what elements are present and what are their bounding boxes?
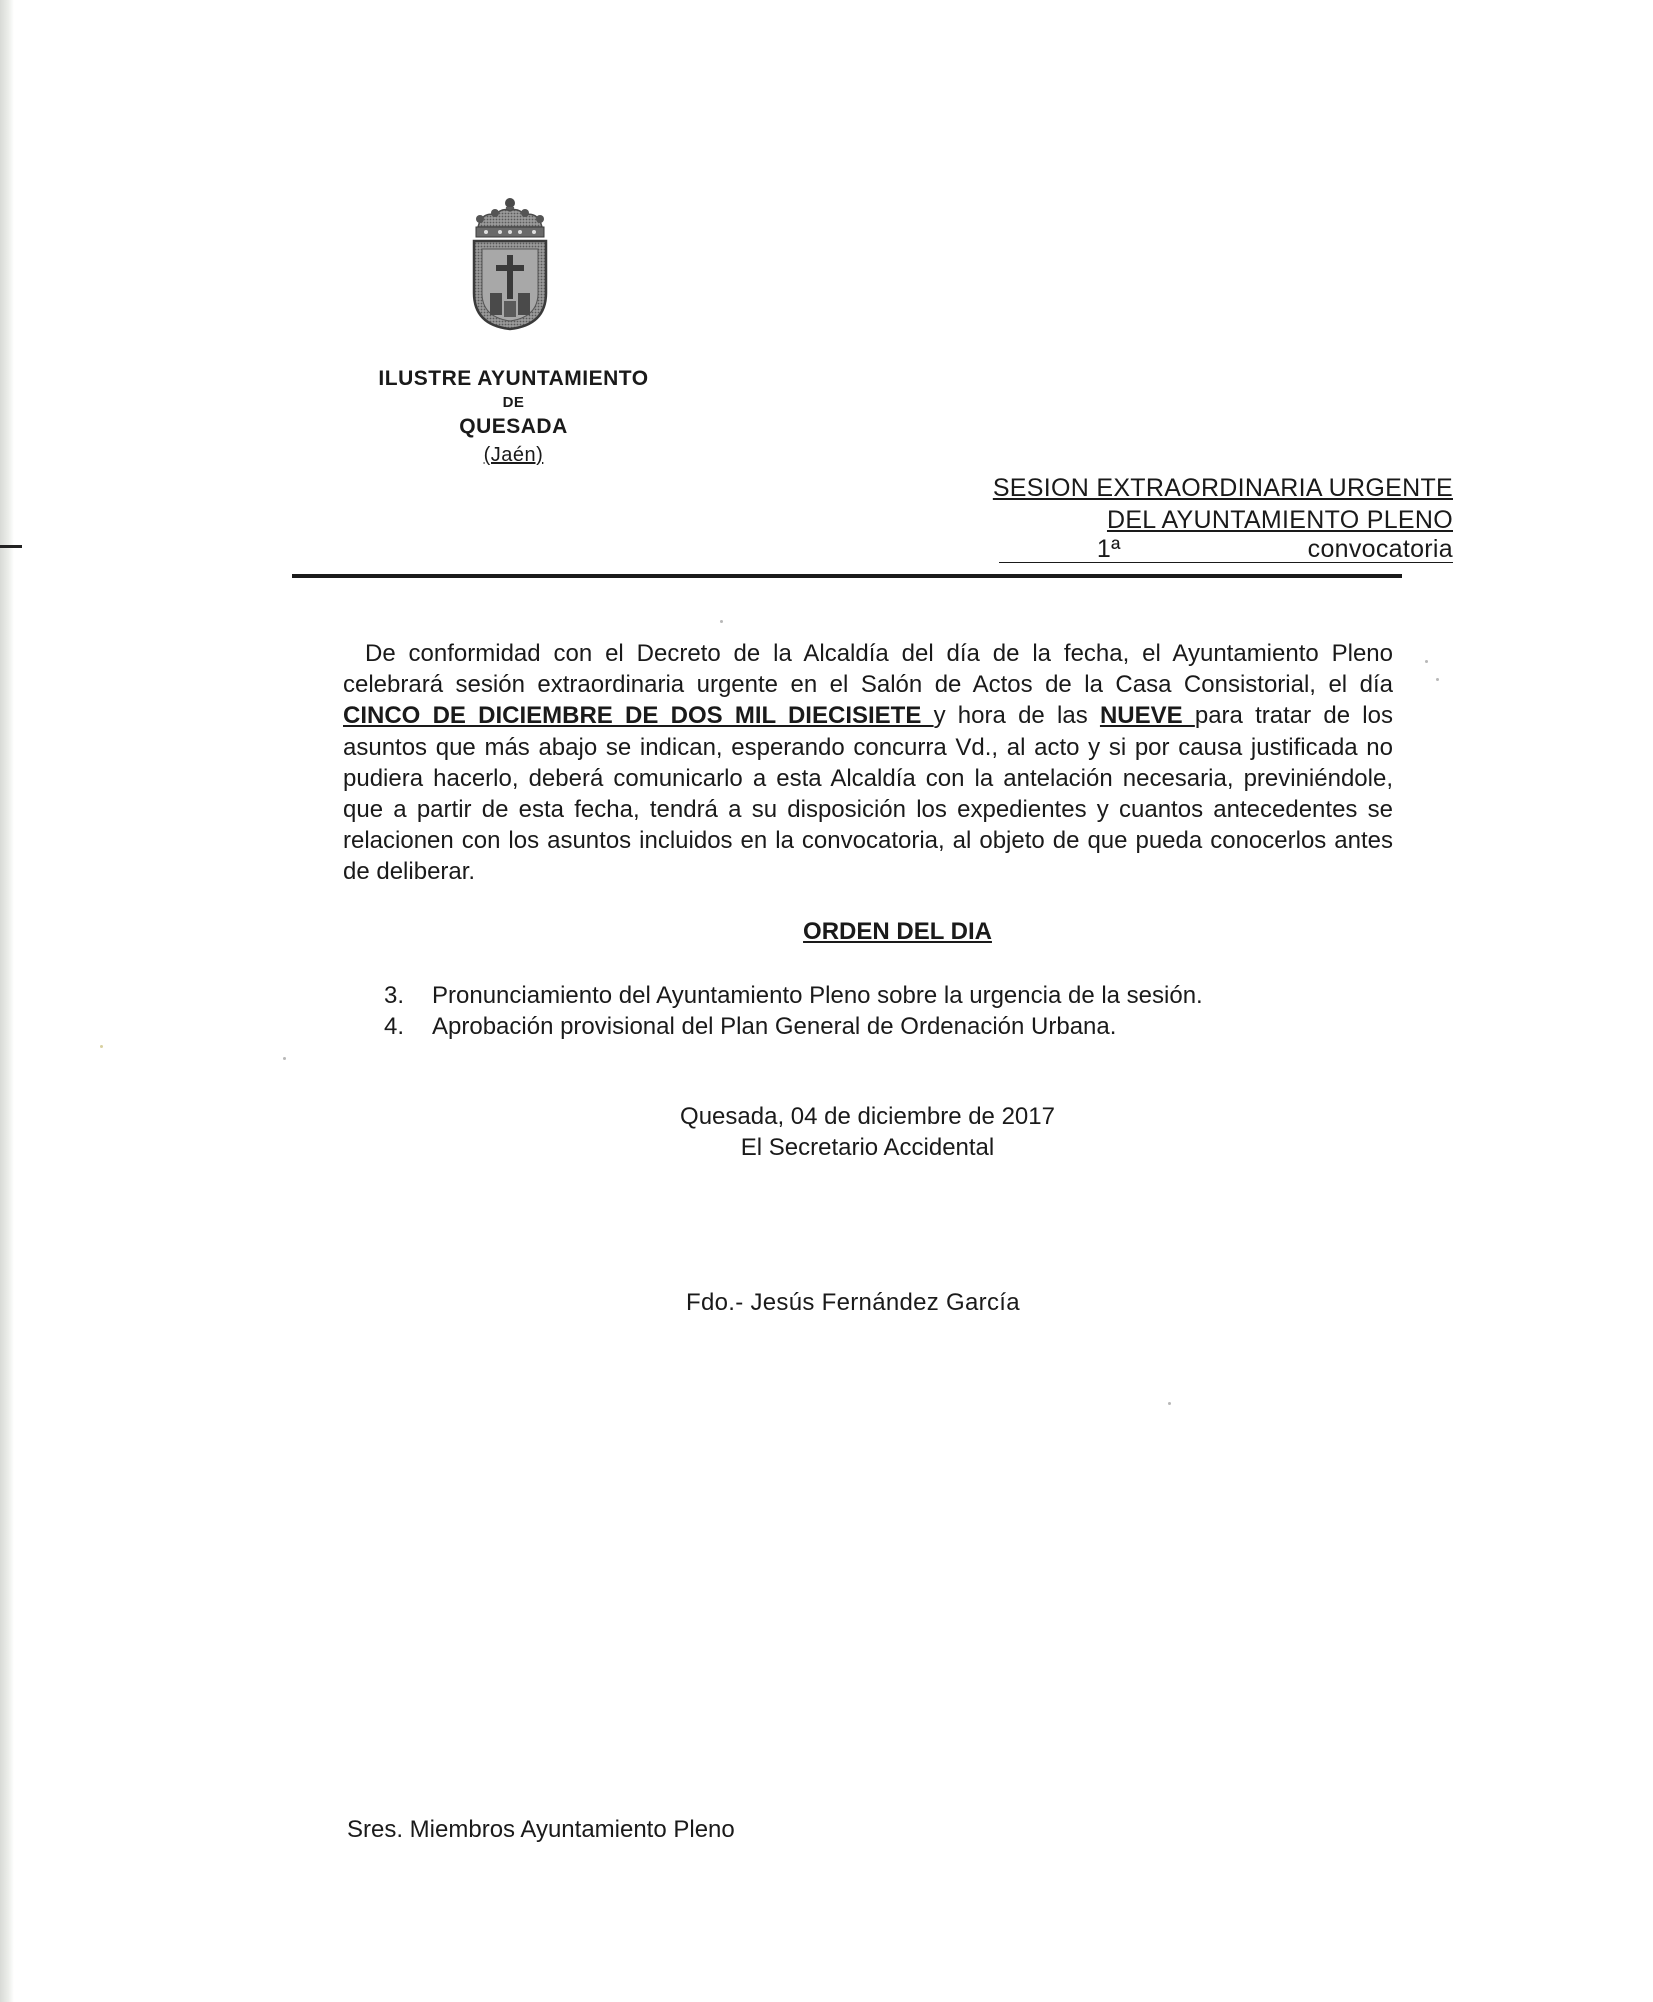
agenda-title: ORDEN DEL DIA <box>803 918 992 945</box>
scan-speck <box>1425 660 1428 663</box>
letterhead <box>336 365 691 469</box>
agenda-item <box>384 1011 1203 1042</box>
body-part2: y hora de las <box>933 702 1100 730</box>
scan-speck <box>720 620 723 623</box>
convocatoria-ordinal: 1ª <box>1096 535 1121 563</box>
scan-mark <box>0 545 22 548</box>
session-line1: SESION EXTRAORDINARIA URGENTE <box>992 474 1453 502</box>
place-date: Quesada, 04 de diciembre de 2017 <box>680 1103 1055 1130</box>
signature-line: Fdo.- Jesús Fernández García <box>686 1289 1020 1316</box>
recipients: Sres. Miembros Ayuntamiento Pleno <box>347 1816 735 1843</box>
session-heading <box>993 472 1453 563</box>
scan-speck <box>100 1045 103 1048</box>
agenda-item-text: Aprobación provisional del Plan General de Ordenación Urbana. <box>432 1013 1117 1040</box>
agenda-item-number: 4. <box>384 1013 405 1040</box>
scan-speck <box>1436 678 1439 681</box>
place-date-block <box>600 1101 1135 1163</box>
session-hour: NUEVE <box>1099 702 1195 730</box>
agenda-item-text: Pronunciamiento del Ayuntamiento Pleno sobre la urgencia de la sesión. <box>432 982 1203 1009</box>
agenda-list <box>384 980 1203 1042</box>
convocatoria-word: convocatoria <box>1307 535 1453 563</box>
letterhead-line4: (Jaén) <box>483 444 544 466</box>
body-part3: para tratar de los asuntos que más abajo se indican, esperando concurra Vd., al acto y si por causa justificada no pudiera hacerlo, deberá comunicarlo a esta Alcaldía con la antelación necesaria, previniéndole, que a partir de esta fecha, tendrá a su disposición los expedientes y cuantos antecedentes se relacionen con los asuntos incluidos en la convocatoria, al objeto de que pueda conocerlos antes de deliberar. <box>343 702 1393 886</box>
agenda-item <box>384 980 1203 1011</box>
header-divider <box>292 574 1402 578</box>
blank-line <box>999 536 1095 563</box>
convocatoria-line <box>993 536 1453 563</box>
scan-speck <box>283 1057 286 1060</box>
scan-speck <box>1168 1402 1171 1405</box>
coat-of-arms-icon <box>462 197 558 331</box>
letterhead-line1: ILUSTRE AYUNTAMIENTO <box>378 367 649 390</box>
session-line2: DEL AYUNTAMIENTO PLENO <box>1106 506 1453 534</box>
blank-line <box>1123 536 1308 563</box>
body-part1: De conformidad con el Decreto de la Alcaldía del día de la fecha, el Ayuntamiento Pleno celebrará sesión extraordinaria urgente en el Salón de Actos de la Casa Consistorial, el día <box>343 640 1393 699</box>
agenda-item-number: 3. <box>384 982 405 1009</box>
body-paragraph <box>343 638 1393 888</box>
letterhead-line2: DE <box>502 394 525 411</box>
letterhead-line3: QUESADA <box>459 415 568 438</box>
scan-edge <box>0 0 14 2002</box>
session-date: CINCO DE DICIEMBRE DE DOS MIL DIECISIETE <box>343 702 934 730</box>
signer-role: El Secretario Accidental <box>740 1134 995 1161</box>
